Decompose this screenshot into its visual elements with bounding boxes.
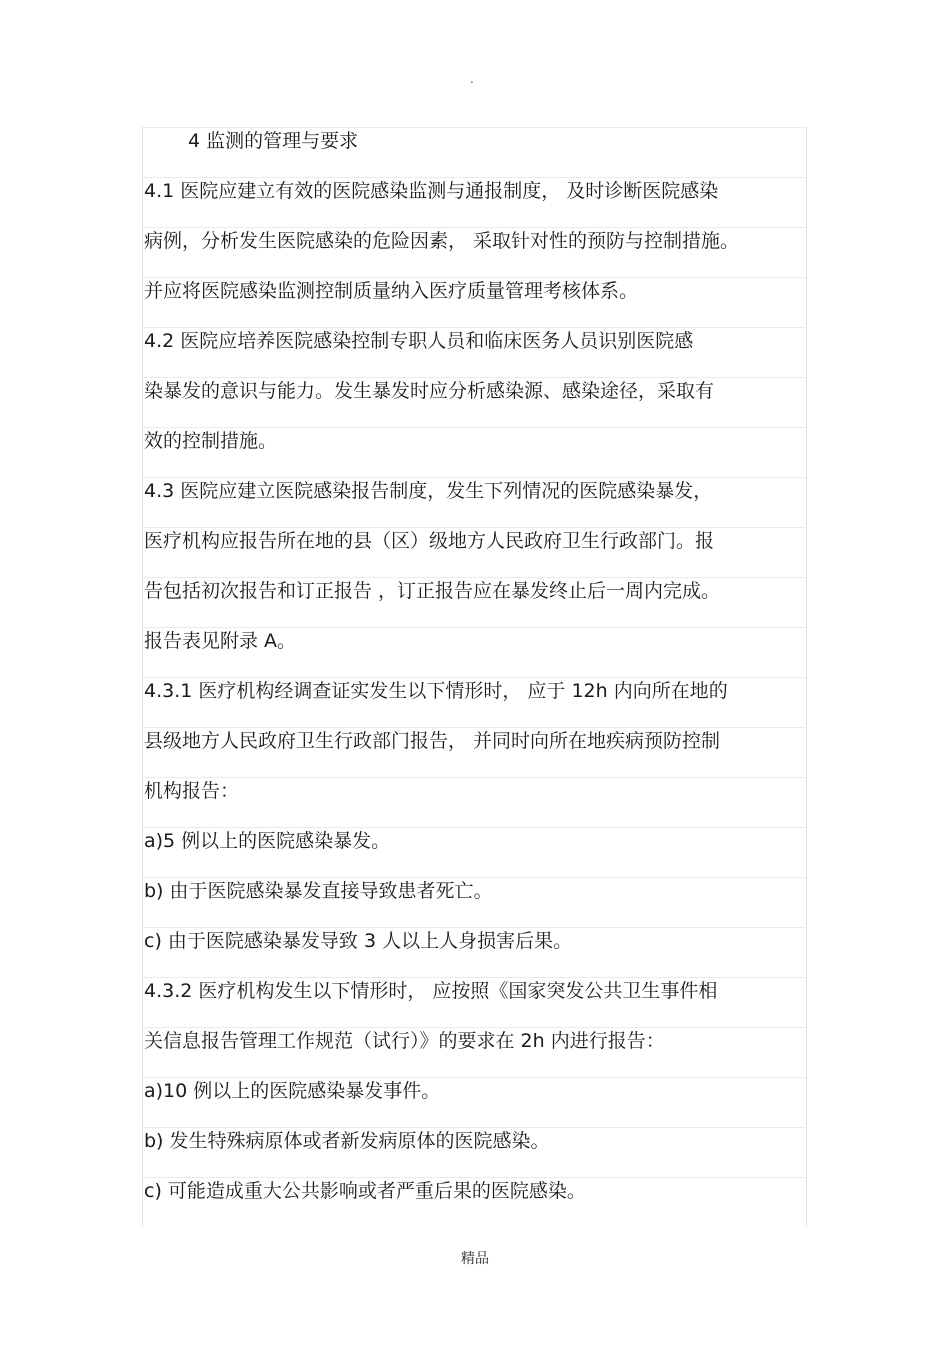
text-line: 染暴发的意识与能力。发生暴发时应分析感染源、感染途径，采取有 (144, 380, 715, 402)
paragraph-line (142, 427, 807, 477)
paragraph-line (142, 827, 807, 877)
paragraph-line (142, 727, 807, 777)
text-line: a)5 例以上的医院感染暴发。 (144, 830, 391, 852)
paragraph-line (142, 577, 807, 627)
text-line: 4.3.1 医疗机构经调查证实发生以下情形时， 应于 12h 内向所在地的 (144, 680, 728, 702)
text-line: 医疗机构应报告所在地的县（区）级地方人民政府卫生行政部门。报 (144, 530, 715, 552)
text-line: 病例，分析发生医院感染的危险因素， 采取针对性的预防与控制措施。 (144, 230, 740, 252)
paragraph-line (142, 1077, 807, 1127)
paragraph-line (142, 527, 807, 577)
text-line: 4.1 医院应建立有效的医院感染监测与通报制度， 及时诊断医院感染 (144, 180, 719, 202)
paragraph-line (142, 777, 807, 827)
paragraph-line (142, 277, 807, 327)
text-line: 4 监测的管理与要求 (188, 130, 359, 152)
text-line: 4.3 医院应建立医院感染报告制度，发生下列情况的医院感染暴发， (144, 480, 713, 502)
text-line: c) 可能造成重大公共影响或者严重后果的医院感染。 (144, 1180, 586, 1202)
paragraph-line (142, 327, 807, 377)
paragraph-line (142, 877, 807, 927)
paragraph-line (142, 377, 807, 427)
text-line: 4.3.2 医疗机构发生以下情形时， 应按照《国家突发公共卫生事件相 (144, 980, 718, 1002)
section-heading (142, 127, 807, 177)
paragraph-line (142, 927, 807, 977)
text-line: b) 由于医院感染暴发直接导致患者死亡。 (144, 880, 493, 902)
text-line: b) 发生特殊病原体或者新发病原体的医院感染。 (144, 1130, 550, 1152)
paragraph-line (142, 1177, 807, 1227)
text-line: c) 由于医院感染暴发导致 3 人以上人身损害后果。 (144, 930, 573, 952)
paragraph-line (142, 1127, 807, 1177)
text-line: 4.2 医院应培养医院感染控制专职人员和临床医务人员识别医院感 (144, 330, 694, 352)
text-line: 效的控制措施。 (144, 430, 278, 452)
text-line: 报告表见附录 A。 (144, 630, 297, 652)
footer-label: 精品 (461, 1251, 489, 1267)
text-line: 关信息报告管理工作规范（试行）》的要求在 2h 内进行报告： (144, 1030, 665, 1052)
header-dot: . (470, 72, 474, 86)
paragraph-line (142, 177, 807, 227)
paragraph-line (142, 227, 807, 277)
document-body (142, 127, 807, 1227)
text-line: 告包括初次报告和订正报告 ，订正报告应在暴发终止后一周内完成。 (144, 580, 721, 602)
paragraph-line (142, 977, 807, 1027)
paragraph-line (142, 477, 807, 527)
text-line: a)10 例以上的医院感染暴发事件。 (144, 1080, 441, 1102)
paragraph-line (142, 677, 807, 727)
text-line: 并应将医院感染监测控制质量纳入医疗质量管理考核体系。 (144, 280, 639, 302)
text-line: 机构报告： (144, 780, 240, 802)
paragraph-line (142, 1027, 807, 1077)
text-line: 县级地方人民政府卫生行政部门报告， 并同时向所在地疾病预防控制 (144, 730, 721, 752)
paragraph-line (142, 627, 807, 677)
